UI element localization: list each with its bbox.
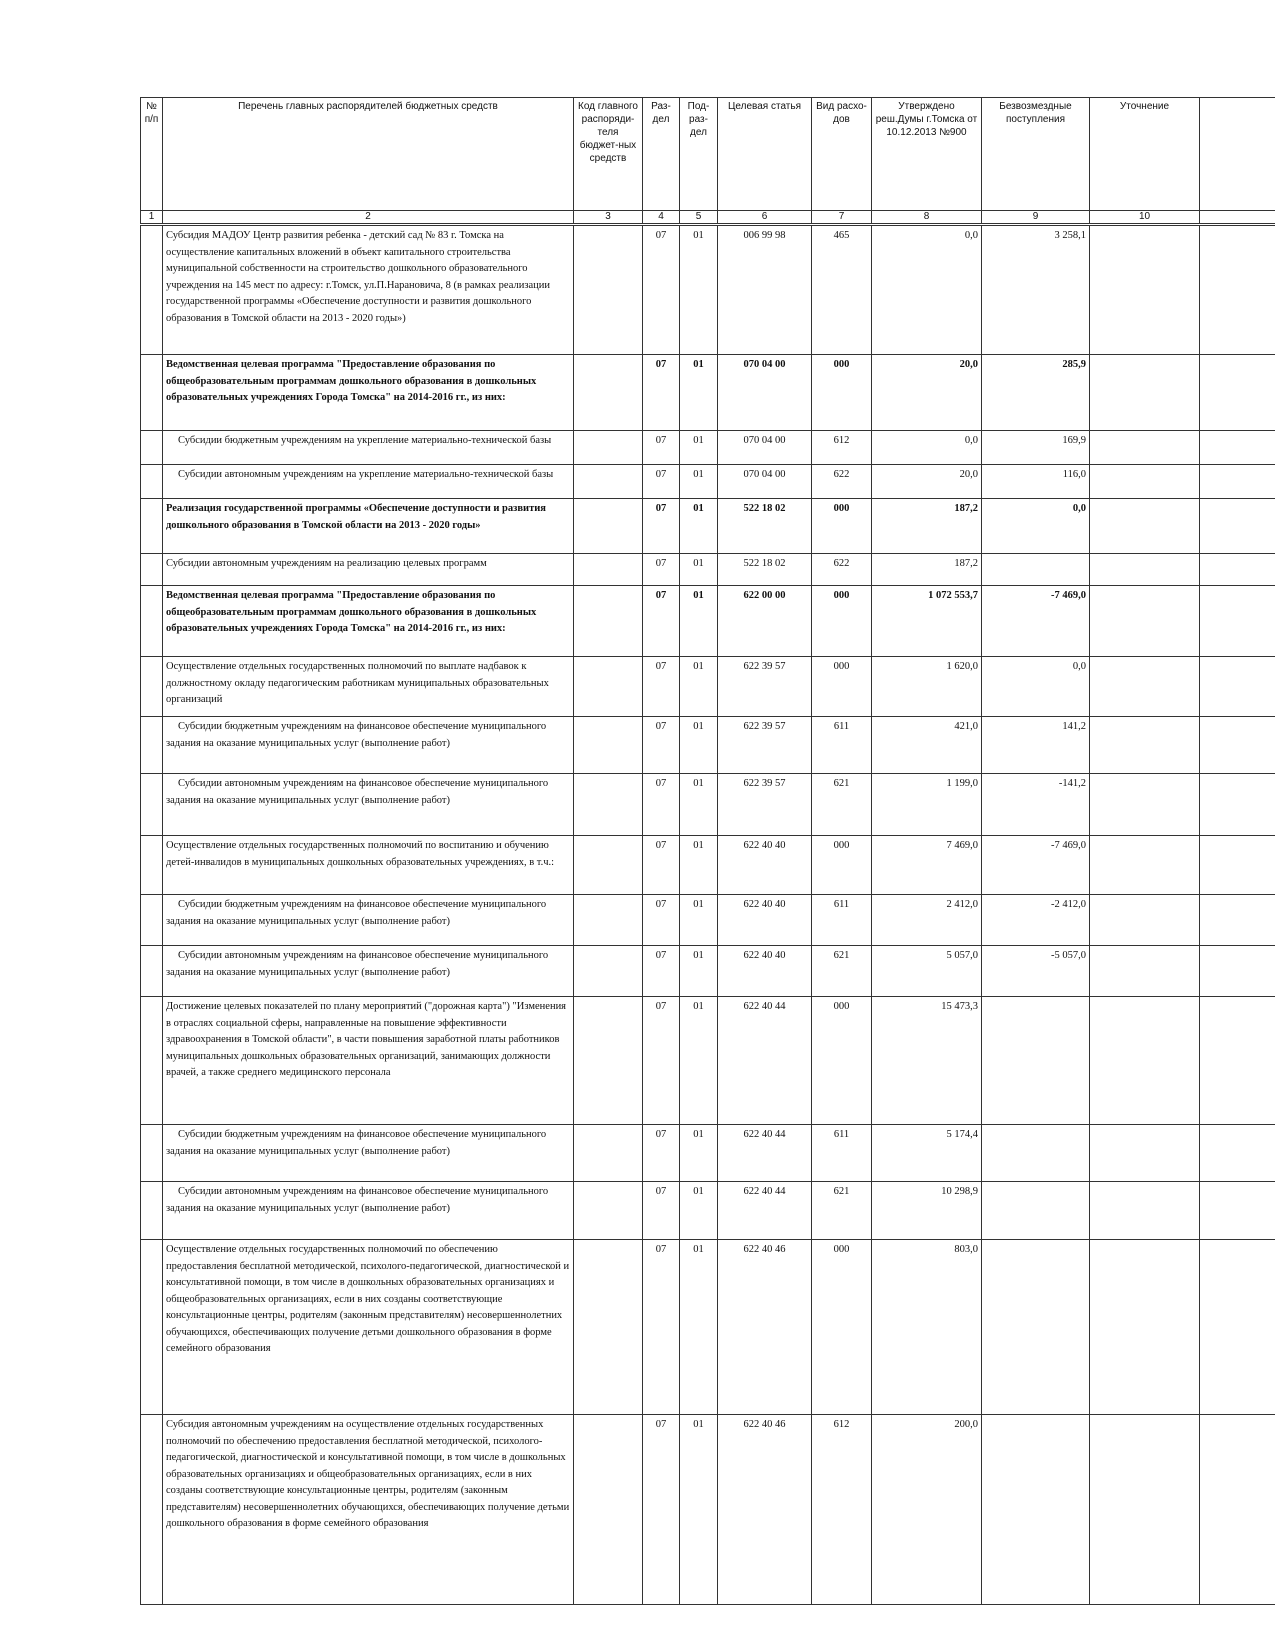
row-gratuitous-cell: 0,0 <box>982 657 1090 717</box>
row-subsection-cell: 01 <box>680 465 718 499</box>
row-section-cell: 07 <box>643 431 680 465</box>
header-section: Раз-дел <box>643 98 680 211</box>
row-target-cell: 622 39 57 <box>718 657 812 717</box>
row-target-cell: 622 40 44 <box>718 1125 812 1182</box>
row-extra-cell <box>1200 1415 1275 1605</box>
row-approved-cell: 5 057,0 <box>872 946 982 997</box>
row-section-cell: 07 <box>643 465 680 499</box>
row-code-cell <box>574 355 643 431</box>
row-name-cell: Субсидии автономным учреждениям на укрепление материально-технической базы <box>163 465 574 499</box>
row-subsection-cell: 01 <box>680 836 718 895</box>
row-target-cell: 622 39 57 <box>718 717 812 774</box>
row-num-cell <box>141 554 163 586</box>
row-clarification-cell <box>1090 1415 1200 1605</box>
row-target-cell: 070 04 00 <box>718 465 812 499</box>
row-name-cell: Реализация государственной программы «Обеспечение доступности и развития дошкольного образования в Томской области на 2013 - 2020 годы» <box>163 499 574 554</box>
row-name-cell: Субсидии автономным учреждениям на финансовое обеспечение муниципального задания на оказание муниципальных услуг (выполнение работ) <box>163 1182 574 1240</box>
row-target-cell: 622 00 00 <box>718 586 812 657</box>
row-approved-cell: 1 072 553,7 <box>872 586 982 657</box>
table-row <box>141 946 1275 997</box>
row-gratuitous-cell: -2 412,0 <box>982 895 1090 946</box>
table-row <box>141 836 1275 895</box>
table-row <box>141 499 1275 554</box>
header-code: Код главного распоряди-теля бюджет-ных средств <box>574 98 643 211</box>
row-section-cell: 07 <box>643 1415 680 1605</box>
row-code-cell <box>574 1240 643 1415</box>
column-number: 3 <box>574 211 643 225</box>
row-name-cell: Достижение целевых показателей по плану мероприятий ("дорожная карта") "Изменения в отраслях социальной сферы, направленные на повышение эффективности здравоохранения в Томской области", в части повышения заработной платы работников муниципальных дошкольных образовательных организаций, занимающих должности врачей, а также среднего медицинского персонала <box>163 997 574 1125</box>
row-section-cell: 07 <box>643 836 680 895</box>
row-extra-cell <box>1200 717 1275 774</box>
row-section-cell: 07 <box>643 1182 680 1240</box>
row-clarification-cell <box>1090 554 1200 586</box>
row-num-cell <box>141 431 163 465</box>
row-num-cell <box>141 895 163 946</box>
row-extra-cell <box>1200 465 1275 499</box>
row-extra-cell <box>1200 997 1275 1125</box>
row-name-cell: Ведомственная целевая программа "Предоставление образования по общеобразовательным программам дошкольного образования в дошкольных образовательных учреждениях Города Томска" на 2014-2016 гг., из них: <box>163 355 574 431</box>
row-clarification-cell <box>1090 355 1200 431</box>
column-number: 10 <box>1090 211 1200 225</box>
row-name-cell: Осуществление отдельных государственных полномочий по обеспечению предоставления бесплатной методической, психолого-педагогической, диагностической и консультативной помощи, в том числе в дошкольных образовательных организациях и общеобразовательных организациях, если в них созданы соответствующие консультационные центры, родителям (законным представителям) несовершеннолетних обучающихся, обеспечивающих получение детьми дошкольного образования в форме семейного образования <box>163 1240 574 1415</box>
table-row <box>141 1240 1275 1415</box>
row-approved-cell: 5 174,4 <box>872 1125 982 1182</box>
row-approved-cell: 0,0 <box>872 431 982 465</box>
row-exp-type-cell: 611 <box>812 717 872 774</box>
column-number-extra <box>1200 211 1275 225</box>
row-extra-cell <box>1200 895 1275 946</box>
row-code-cell <box>574 717 643 774</box>
header-exp-type: Вид расхо-дов <box>812 98 872 211</box>
row-subsection-cell: 01 <box>680 499 718 554</box>
row-target-cell: 070 04 00 <box>718 431 812 465</box>
row-approved-cell: 200,0 <box>872 1415 982 1605</box>
header-gratuitous: Безвозмездные поступления <box>982 98 1090 211</box>
row-code-cell <box>574 554 643 586</box>
row-extra-cell <box>1200 225 1275 355</box>
row-extra-cell <box>1200 586 1275 657</box>
row-code-cell <box>574 997 643 1125</box>
row-extra-cell <box>1200 554 1275 586</box>
row-approved-cell: 15 473,3 <box>872 997 982 1125</box>
row-target-cell: 522 18 02 <box>718 499 812 554</box>
table-row <box>141 431 1275 465</box>
row-name-cell: Осуществление отдельных государственных полномочий по выплате надбавок к должностному окладу педагогическим работникам муниципальных образовательных организаций <box>163 657 574 717</box>
row-target-cell: 622 40 46 <box>718 1240 812 1415</box>
row-section-cell: 07 <box>643 997 680 1125</box>
header-name: Перечень главных распорядителей бюджетных средств <box>163 98 574 211</box>
row-num-cell <box>141 465 163 499</box>
row-subsection-cell: 01 <box>680 554 718 586</box>
row-gratuitous-cell <box>982 1240 1090 1415</box>
row-approved-cell: 10 298,9 <box>872 1182 982 1240</box>
row-code-cell <box>574 225 643 355</box>
header-target: Целевая статья <box>718 98 812 211</box>
row-gratuitous-cell: 116,0 <box>982 465 1090 499</box>
row-extra-cell <box>1200 1182 1275 1240</box>
row-section-cell: 07 <box>643 895 680 946</box>
row-num-cell <box>141 997 163 1125</box>
row-gratuitous-cell <box>982 1415 1090 1605</box>
row-subsection-cell: 01 <box>680 895 718 946</box>
row-code-cell <box>574 946 643 997</box>
row-clarification-cell <box>1090 499 1200 554</box>
row-clarification-cell <box>1090 895 1200 946</box>
row-extra-cell <box>1200 1240 1275 1415</box>
row-exp-type-cell: 622 <box>812 465 872 499</box>
row-num-cell <box>141 586 163 657</box>
row-clarification-cell <box>1090 946 1200 997</box>
row-name-cell: Субсидии автономным учреждениям на реализацию целевых программ <box>163 554 574 586</box>
budget-table <box>140 97 1275 1605</box>
row-code-cell <box>574 657 643 717</box>
row-subsection-cell: 01 <box>680 1240 718 1415</box>
row-clarification-cell <box>1090 717 1200 774</box>
row-num-cell <box>141 1240 163 1415</box>
row-name-cell: Субсидии автономным учреждениям на финансовое обеспечение муниципального задания на оказание муниципальных услуг (выполнение работ) <box>163 774 574 836</box>
row-num-cell <box>141 836 163 895</box>
row-approved-cell: 421,0 <box>872 717 982 774</box>
table-body <box>141 225 1275 1605</box>
row-subsection-cell: 01 <box>680 225 718 355</box>
row-exp-type-cell: 621 <box>812 774 872 836</box>
column-number: 5 <box>680 211 718 225</box>
row-section-cell: 07 <box>643 586 680 657</box>
row-subsection-cell: 01 <box>680 355 718 431</box>
row-exp-type-cell: 000 <box>812 997 872 1125</box>
row-approved-cell: 20,0 <box>872 465 982 499</box>
table-row <box>141 895 1275 946</box>
row-name-cell: Субсидии бюджетным учреждениям на финансовое обеспечение муниципального задания на оказание муниципальных услуг (выполнение работ) <box>163 717 574 774</box>
row-section-cell: 07 <box>643 1240 680 1415</box>
row-clarification-cell <box>1090 1240 1200 1415</box>
table-row <box>141 554 1275 586</box>
row-name-cell: Осуществление отдельных государственных полномочий по воспитанию и обучению детей-инвалидов в муниципальных дошкольных образовательных учреждениях, в т.ч.: <box>163 836 574 895</box>
row-num-cell <box>141 225 163 355</box>
row-subsection-cell: 01 <box>680 657 718 717</box>
column-number: 6 <box>718 211 812 225</box>
table-row <box>141 1182 1275 1240</box>
row-exp-type-cell: 000 <box>812 355 872 431</box>
row-section-cell: 07 <box>643 554 680 586</box>
row-target-cell: 622 40 44 <box>718 1182 812 1240</box>
row-clarification-cell <box>1090 586 1200 657</box>
table-row <box>141 1415 1275 1605</box>
row-num-cell <box>141 499 163 554</box>
row-target-cell: 622 40 40 <box>718 836 812 895</box>
row-target-cell: 622 40 40 <box>718 946 812 997</box>
row-approved-cell: 187,2 <box>872 499 982 554</box>
row-clarification-cell <box>1090 657 1200 717</box>
column-number: 8 <box>872 211 982 225</box>
row-code-cell <box>574 431 643 465</box>
row-exp-type-cell: 000 <box>812 836 872 895</box>
row-gratuitous-cell: -141,2 <box>982 774 1090 836</box>
row-gratuitous-cell: 0,0 <box>982 499 1090 554</box>
row-section-cell: 07 <box>643 946 680 997</box>
row-extra-cell <box>1200 1125 1275 1182</box>
row-name-cell: Субсидия МАДОУ Центр развития ребенка - детский сад № 83 г. Томска на осуществление капитальных вложений в объект капитального строительства муниципальной собственности на строительство дошкольного образовательного учреждения на 145 мест по адресу: г.Томск, ул.П.Нарановича, 8 (в рамках реализации государственной программы «Обеспечение доступности и развития дошкольного образования в Томской области на 2013 - 2020 годы») <box>163 225 574 355</box>
row-exp-type-cell: 621 <box>812 946 872 997</box>
row-extra-cell <box>1200 946 1275 997</box>
row-section-cell: 07 <box>643 499 680 554</box>
row-subsection-cell: 01 <box>680 1125 718 1182</box>
row-num-cell <box>141 946 163 997</box>
row-code-cell <box>574 586 643 657</box>
header-extra <box>1200 98 1275 211</box>
row-extra-cell <box>1200 355 1275 431</box>
row-section-cell: 07 <box>643 774 680 836</box>
table-row <box>141 774 1275 836</box>
table-header-row <box>141 98 1275 211</box>
row-target-cell: 622 40 44 <box>718 997 812 1125</box>
column-number: 4 <box>643 211 680 225</box>
header-approved: Утверждено реш.Думы г.Томска от 10.12.2013 №900 <box>872 98 982 211</box>
row-gratuitous-cell: -7 469,0 <box>982 586 1090 657</box>
row-approved-cell: 7 469,0 <box>872 836 982 895</box>
row-exp-type-cell: 000 <box>812 657 872 717</box>
row-subsection-cell: 01 <box>680 1182 718 1240</box>
row-gratuitous-cell: 3 258,1 <box>982 225 1090 355</box>
row-extra-cell <box>1200 774 1275 836</box>
row-gratuitous-cell: 141,2 <box>982 717 1090 774</box>
row-exp-type-cell: 000 <box>812 1240 872 1415</box>
row-clarification-cell <box>1090 465 1200 499</box>
row-section-cell: 07 <box>643 1125 680 1182</box>
row-exp-type-cell: 465 <box>812 225 872 355</box>
row-section-cell: 07 <box>643 717 680 774</box>
row-exp-type-cell: 621 <box>812 1182 872 1240</box>
row-approved-cell: 2 412,0 <box>872 895 982 946</box>
row-subsection-cell: 01 <box>680 946 718 997</box>
row-gratuitous-cell: -7 469,0 <box>982 836 1090 895</box>
row-extra-cell <box>1200 499 1275 554</box>
row-num-cell <box>141 1415 163 1605</box>
column-number: 1 <box>141 211 163 225</box>
row-code-cell <box>574 895 643 946</box>
row-target-cell: 006 99 98 <box>718 225 812 355</box>
row-extra-cell <box>1200 836 1275 895</box>
column-number-row <box>141 211 1275 225</box>
row-gratuitous-cell: 169,9 <box>982 431 1090 465</box>
row-name-cell: Субсидии бюджетным учреждениям на финансовое обеспечение муниципального задания на оказание муниципальных услуг (выполнение работ) <box>163 895 574 946</box>
row-exp-type-cell: 000 <box>812 499 872 554</box>
row-name-cell: Субсидии бюджетным учреждениям на финансовое обеспечение муниципального задания на оказание муниципальных услуг (выполнение работ) <box>163 1125 574 1182</box>
row-num-cell <box>141 657 163 717</box>
row-num-cell <box>141 1125 163 1182</box>
row-subsection-cell: 01 <box>680 431 718 465</box>
row-approved-cell: 803,0 <box>872 1240 982 1415</box>
row-subsection-cell: 01 <box>680 997 718 1125</box>
row-clarification-cell <box>1090 997 1200 1125</box>
column-number: 9 <box>982 211 1090 225</box>
row-exp-type-cell: 622 <box>812 554 872 586</box>
row-code-cell <box>574 836 643 895</box>
column-number: 2 <box>163 211 574 225</box>
budget-table-page <box>140 97 1275 1605</box>
row-approved-cell: 187,2 <box>872 554 982 586</box>
row-clarification-cell <box>1090 836 1200 895</box>
row-exp-type-cell: 611 <box>812 1125 872 1182</box>
row-subsection-cell: 01 <box>680 1415 718 1605</box>
row-subsection-cell: 01 <box>680 717 718 774</box>
row-code-cell <box>574 499 643 554</box>
row-gratuitous-cell: 285,9 <box>982 355 1090 431</box>
row-clarification-cell <box>1090 1182 1200 1240</box>
table-row <box>141 225 1275 355</box>
row-target-cell: 070 04 00 <box>718 355 812 431</box>
row-extra-cell <box>1200 431 1275 465</box>
row-gratuitous-cell <box>982 1182 1090 1240</box>
table-row <box>141 586 1275 657</box>
row-gratuitous-cell <box>982 997 1090 1125</box>
row-target-cell: 622 40 46 <box>718 1415 812 1605</box>
row-target-cell: 622 40 40 <box>718 895 812 946</box>
row-code-cell <box>574 1125 643 1182</box>
column-number: 7 <box>812 211 872 225</box>
row-approved-cell: 1 199,0 <box>872 774 982 836</box>
table-row <box>141 717 1275 774</box>
row-clarification-cell <box>1090 774 1200 836</box>
row-name-cell: Ведомственная целевая программа "Предоставление образования по общеобразовательным программам дошкольного образования в дошкольных образовательных учреждениях Города Томска" на 2014-2016 гг., из них: <box>163 586 574 657</box>
row-code-cell <box>574 774 643 836</box>
table-row <box>141 465 1275 499</box>
table-row <box>141 355 1275 431</box>
row-target-cell: 522 18 02 <box>718 554 812 586</box>
row-num-cell <box>141 355 163 431</box>
row-subsection-cell: 01 <box>680 774 718 836</box>
row-exp-type-cell: 612 <box>812 431 872 465</box>
row-exp-type-cell: 612 <box>812 1415 872 1605</box>
header-num: № п/п <box>141 98 163 211</box>
header-clarification: Уточнение <box>1090 98 1200 211</box>
row-code-cell <box>574 465 643 499</box>
row-num-cell <box>141 1182 163 1240</box>
row-code-cell <box>574 1415 643 1605</box>
row-section-cell: 07 <box>643 355 680 431</box>
table-row <box>141 1125 1275 1182</box>
row-name-cell: Субсидии бюджетным учреждениям на укрепление материально-технической базы <box>163 431 574 465</box>
row-num-cell <box>141 717 163 774</box>
row-num-cell <box>141 774 163 836</box>
row-exp-type-cell: 000 <box>812 586 872 657</box>
row-subsection-cell: 01 <box>680 586 718 657</box>
row-clarification-cell <box>1090 431 1200 465</box>
row-section-cell: 07 <box>643 225 680 355</box>
table-row <box>141 657 1275 717</box>
row-exp-type-cell: 611 <box>812 895 872 946</box>
row-code-cell <box>574 1182 643 1240</box>
row-approved-cell: 1 620,0 <box>872 657 982 717</box>
row-gratuitous-cell <box>982 554 1090 586</box>
row-approved-cell: 0,0 <box>872 225 982 355</box>
row-clarification-cell <box>1090 225 1200 355</box>
row-extra-cell <box>1200 657 1275 717</box>
row-target-cell: 622 39 57 <box>718 774 812 836</box>
row-gratuitous-cell <box>982 1125 1090 1182</box>
header-subsection: Под-раз-дел <box>680 98 718 211</box>
row-section-cell: 07 <box>643 657 680 717</box>
row-name-cell: Субсидии автономным учреждениям на финансовое обеспечение муниципального задания на оказание муниципальных услуг (выполнение работ) <box>163 946 574 997</box>
row-name-cell: Субсидия автономным учреждениям на осуществление отдельных государственных полномочий по обеспечению предоставления бесплатной методической, психолого-педагогической, диагностической и консультативной помощи, в том числе в дошкольных образовательных организациях и общеобразовательных организациях, если в них созданы соответствующие консультационные центры, родителям (законным представителям) несовершеннолетних обучающихся, обеспечивающих получение детьми дошкольного образования в форме семейного образования <box>163 1415 574 1605</box>
row-clarification-cell <box>1090 1125 1200 1182</box>
row-gratuitous-cell: -5 057,0 <box>982 946 1090 997</box>
table-row <box>141 997 1275 1125</box>
row-approved-cell: 20,0 <box>872 355 982 431</box>
